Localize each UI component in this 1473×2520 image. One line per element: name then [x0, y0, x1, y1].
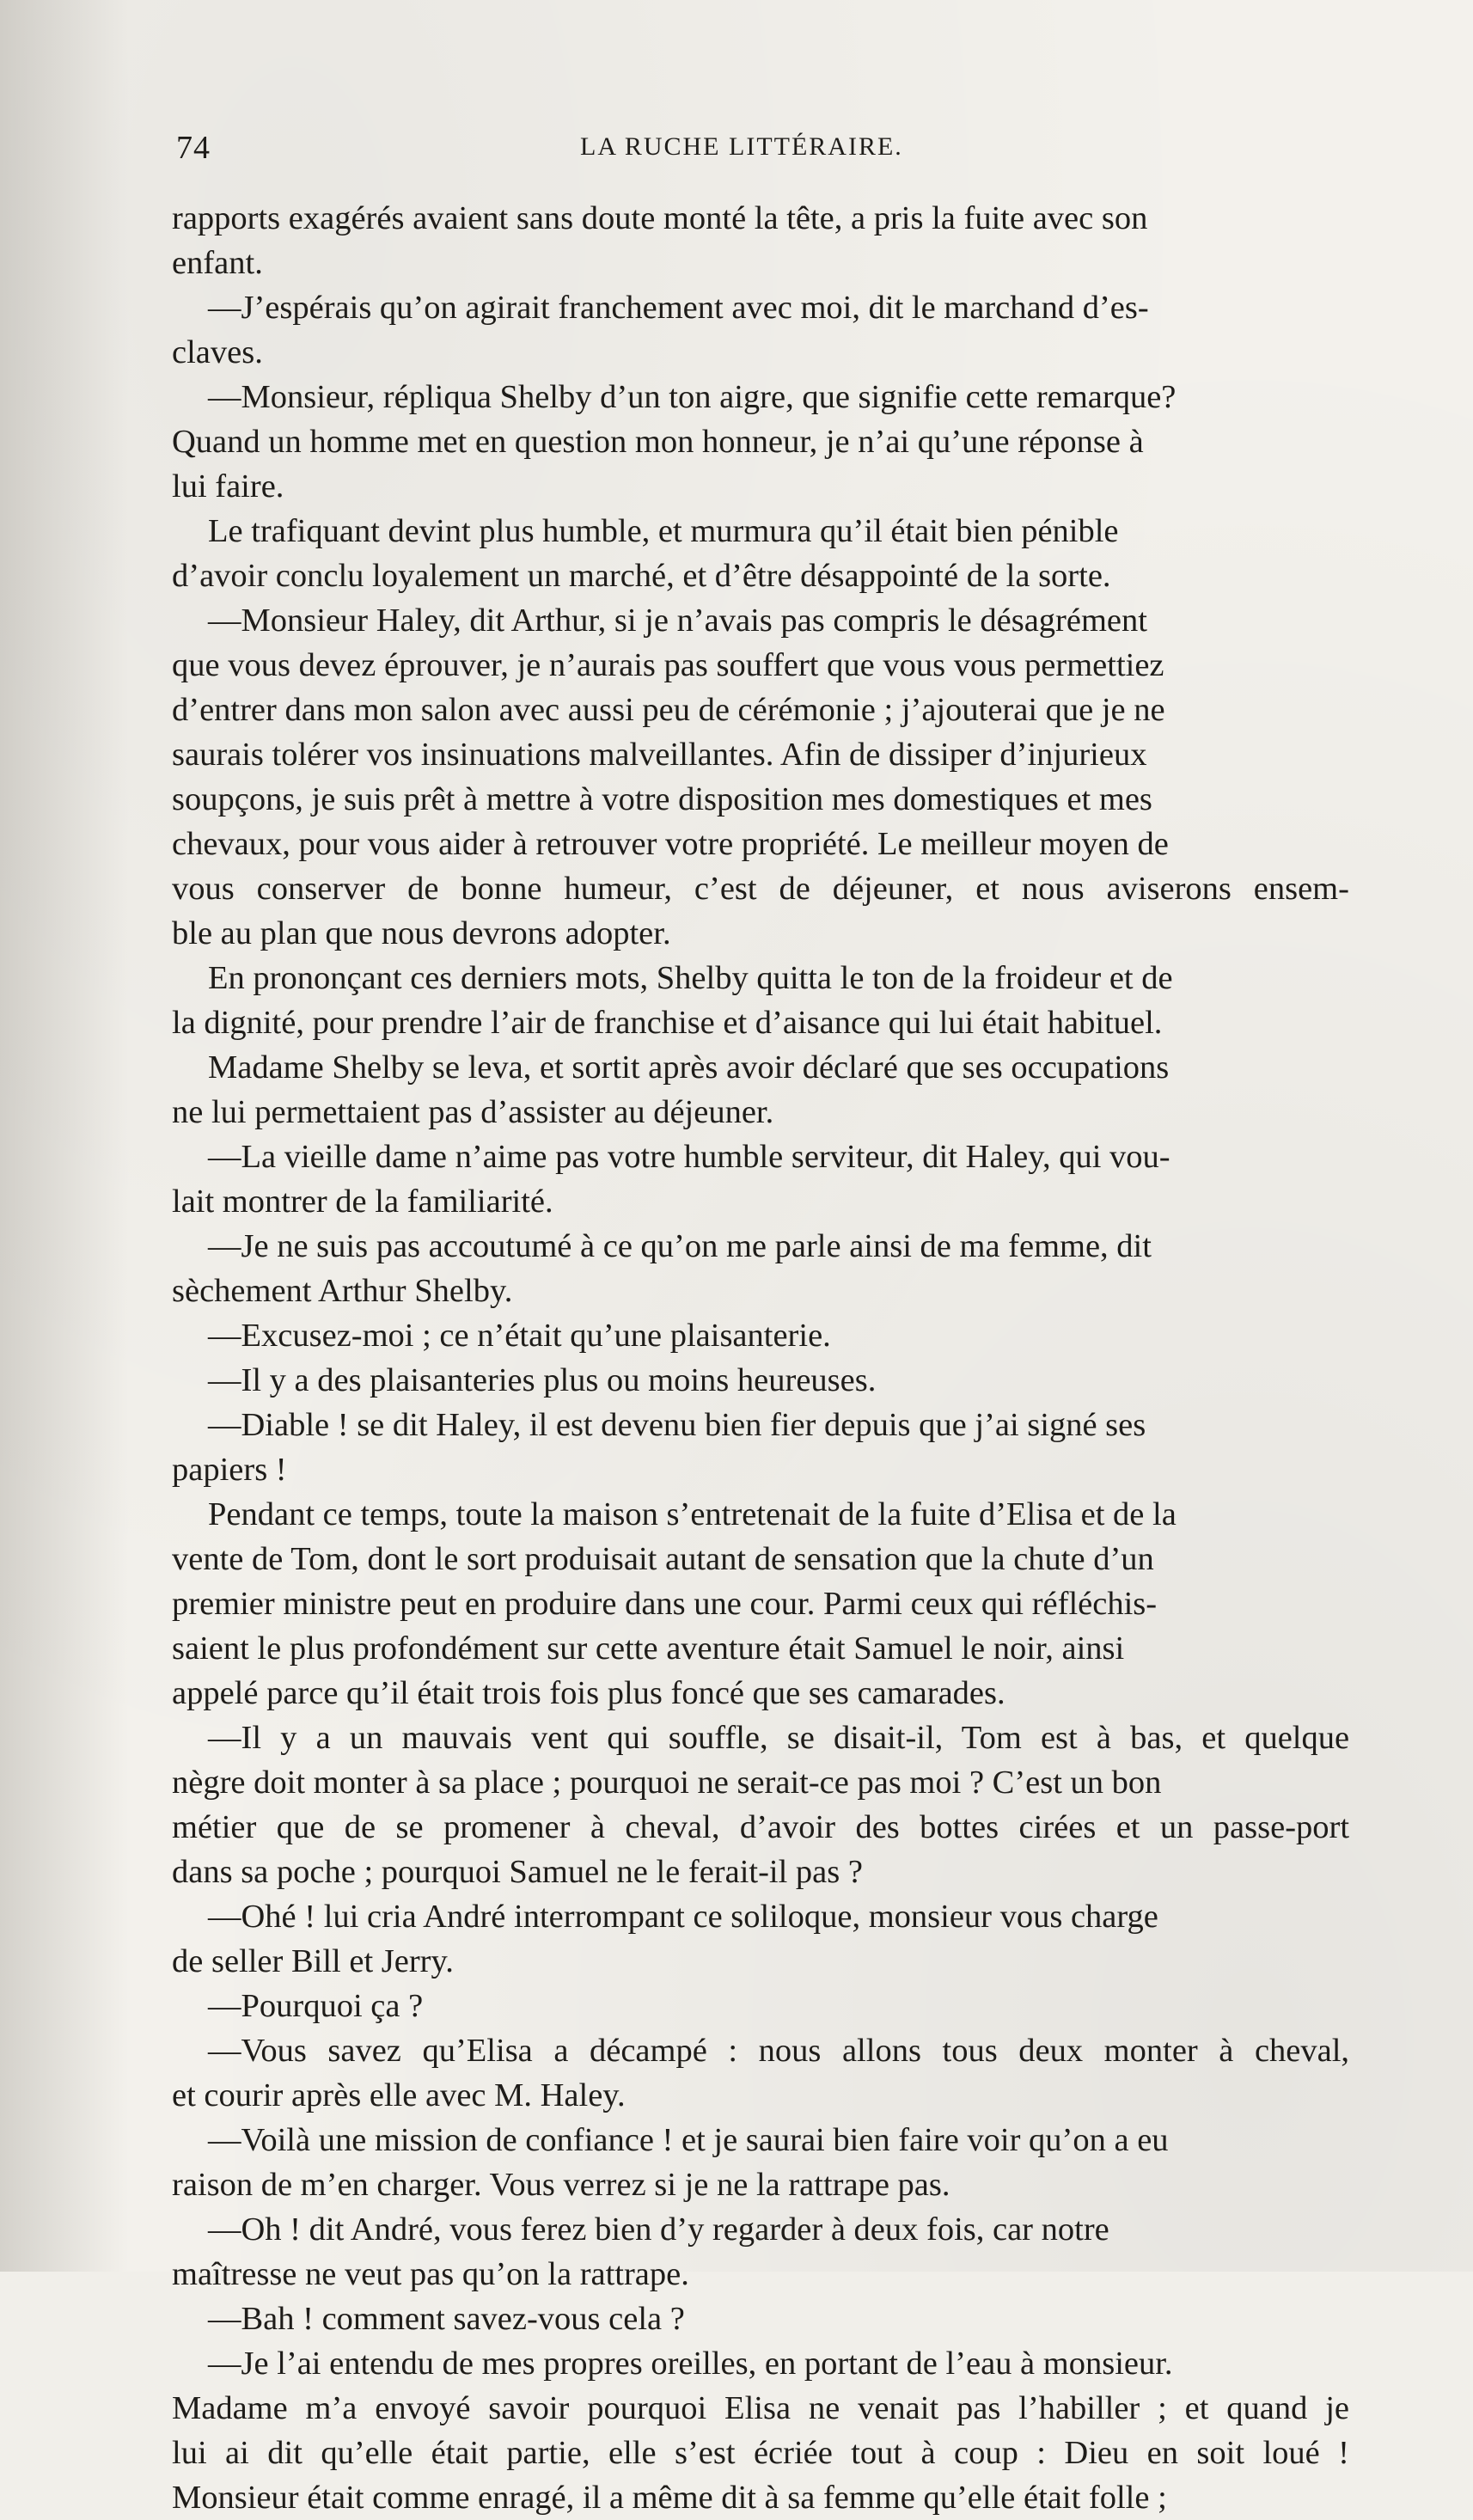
binding-shadow — [0, 0, 129, 2272]
text-line: nègre doit monter à sa place ; pourquoi ne serait-ce pas moi ? C’est un bon — [172, 1765, 1162, 1801]
text-line: —Oh ! dit André, vous ferez bien d’y regarder à deux fois, car notre — [208, 2211, 1109, 2248]
text-line: premier ministre peut en produire dans une cour. Parmi ceux qui réfléchis- — [172, 1586, 1158, 1622]
text-line: de seller Bill et Jerry. — [172, 1943, 454, 1979]
text-line: —Monsieur, répliqua Shelby d’un ton aigre, que signifie cette remarque? — [208, 379, 1177, 415]
text-line: dans sa poche ; pourquoi Samuel ne le ferait-il pas ? — [172, 1854, 863, 1890]
text-line: —Pourquoi ça ? — [208, 1988, 424, 2024]
text-line: Madame Shelby se leva, et sortit après avoir déclaré que ses occupations — [208, 1049, 1170, 1086]
text-line: vente de Tom, dont le sort produisait autant de sensation que la chute d’un — [172, 1541, 1154, 1577]
text-line: —Je l’ai entendu de mes propres oreilles, en portant de l’eau à monsieur. — [208, 2346, 1173, 2382]
text-line: sèchement Arthur Shelby. — [172, 1273, 513, 1309]
text-line: maîtresse ne veut pas qu’on la rattrape. — [172, 2256, 689, 2292]
text-line: vous conserver de bonne humeur, c’est de déjeuner, et nous aviserons ensem- — [172, 871, 1349, 907]
running-head: LA RUCHE LITTÉRAIRE. — [580, 132, 903, 161]
text-line: —Je ne suis pas accoutumé à ce qu’on me parle ainsi de ma femme, dit — [208, 1228, 1152, 1264]
text-line: raison de m’en charger. Vous verrez si je ne la rattrape pas. — [172, 2167, 950, 2203]
page-header — [176, 129, 1336, 172]
text-line: En prononçant ces derniers mots, Shelby quitta le ton de la froideur et de — [208, 960, 1173, 996]
text-line: la dignité, pour prendre l’air de franchise et d’aisance qui lui était habituel. — [172, 1005, 1163, 1041]
text-line: Madame m’a envoyé savoir pourquoi Elisa ne venait pas l’habiller ; et quand je — [172, 2390, 1349, 2426]
text-line: saient le plus profondément sur cette aventure était Samuel le noir, ainsi — [172, 1630, 1125, 1667]
text-line: Pendant ce temps, toute la maison s’entretenait de la fuite d’Elisa et de la — [208, 1496, 1177, 1532]
text-line: saurais tolérer vos insinuations malveillantes. Afin de dissiper d’injurieux — [172, 737, 1147, 773]
text-line: d’avoir conclu loyalement un marché, et d’être désappointé de la sorte. — [172, 558, 1111, 594]
text-line: —Voilà une mission de confiance ! et je saurai bien faire voir qu’on a eu — [208, 2122, 1169, 2158]
text-line: —Diable ! se dit Haley, il est devenu bien fier depuis que j’ai signé ses — [208, 1407, 1146, 1443]
text-line: —Excusez-moi ; ce n’était qu’une plaisanterie. — [208, 1318, 831, 1354]
text-line: et courir après elle avec M. Haley. — [172, 2077, 626, 2113]
text-line: métier que de se promener à cheval, d’avoir des bottes cirées et un passe-port — [172, 1809, 1350, 1845]
text-line: ble au plan que nous devrons adopter. — [172, 915, 671, 951]
text-line: —Bah ! comment savez-vous cela ? — [208, 2301, 685, 2337]
text-line: lui ai dit qu’elle était partie, elle s’est écriée tout à coup : Dieu en soit loué ! — [172, 2435, 1349, 2471]
text-line: chevaux, pour vous aider à retrouver votre propriété. Le meilleur moyen de — [172, 826, 1169, 862]
text-line: —Il y a des plaisanteries plus ou moins heureuses. — [208, 1362, 877, 1398]
text-line: ne lui permettaient pas d’assister au déjeuner. — [172, 1094, 774, 1130]
text-line: Monsieur était comme enragé, il a même dit à sa femme qu’elle était folle ; — [172, 2480, 1167, 2516]
text-line: Quand un homme met en question mon honneur, je n’ai qu’une réponse à — [172, 424, 1144, 460]
text-line: —Vous savez qu’Elisa a décampé : nous allons tous deux monter à cheval, — [208, 2033, 1350, 2069]
text-line: —La vieille dame n’aime pas votre humble serviteur, dit Haley, qui vou- — [208, 1139, 1170, 1175]
text-line: —J’espérais qu’on agirait franchement avec moi, dit le marchand d’es- — [208, 290, 1149, 326]
text-line: que vous devez éprouver, je n’aurais pas souffert que vous vous permettiez — [172, 647, 1164, 683]
text-line: —Monsieur Haley, dit Arthur, si je n’avais pas compris le désagrément — [208, 602, 1147, 639]
text-line: —Il y a un mauvais vent qui souffle, se disait-il, Tom est à bas, et quelque — [208, 1720, 1350, 1756]
text-line: d’entrer dans mon salon avec aussi peu de cérémonie ; j’ajouterai que je ne — [172, 692, 1165, 728]
text-line: enfant. — [172, 245, 263, 281]
text-line: appelé parce qu’il était trois fois plus foncé que ses camarades. — [172, 1675, 1005, 1711]
text-line: claves. — [172, 334, 263, 370]
text-line: —Ohé ! lui cria André interrompant ce soliloque, monsieur vous charge — [208, 1899, 1158, 1935]
body-text — [172, 196, 1349, 2520]
text-line: rapports exagérés avaient sans doute monté la tête, a pris la fuite avec son — [172, 200, 1148, 236]
text-line: soupçons, je suis prêt à mettre à votre disposition mes domestiques et mes — [172, 781, 1152, 817]
text-line: Le trafiquant devint plus humble, et murmura qu’il était bien pénible — [208, 513, 1119, 549]
text-line: lui faire. — [172, 468, 284, 505]
text-line: papiers ! — [172, 1452, 287, 1488]
page-number: 74 — [176, 130, 211, 166]
text-line: lait montrer de la familiarité. — [172, 1184, 553, 1220]
